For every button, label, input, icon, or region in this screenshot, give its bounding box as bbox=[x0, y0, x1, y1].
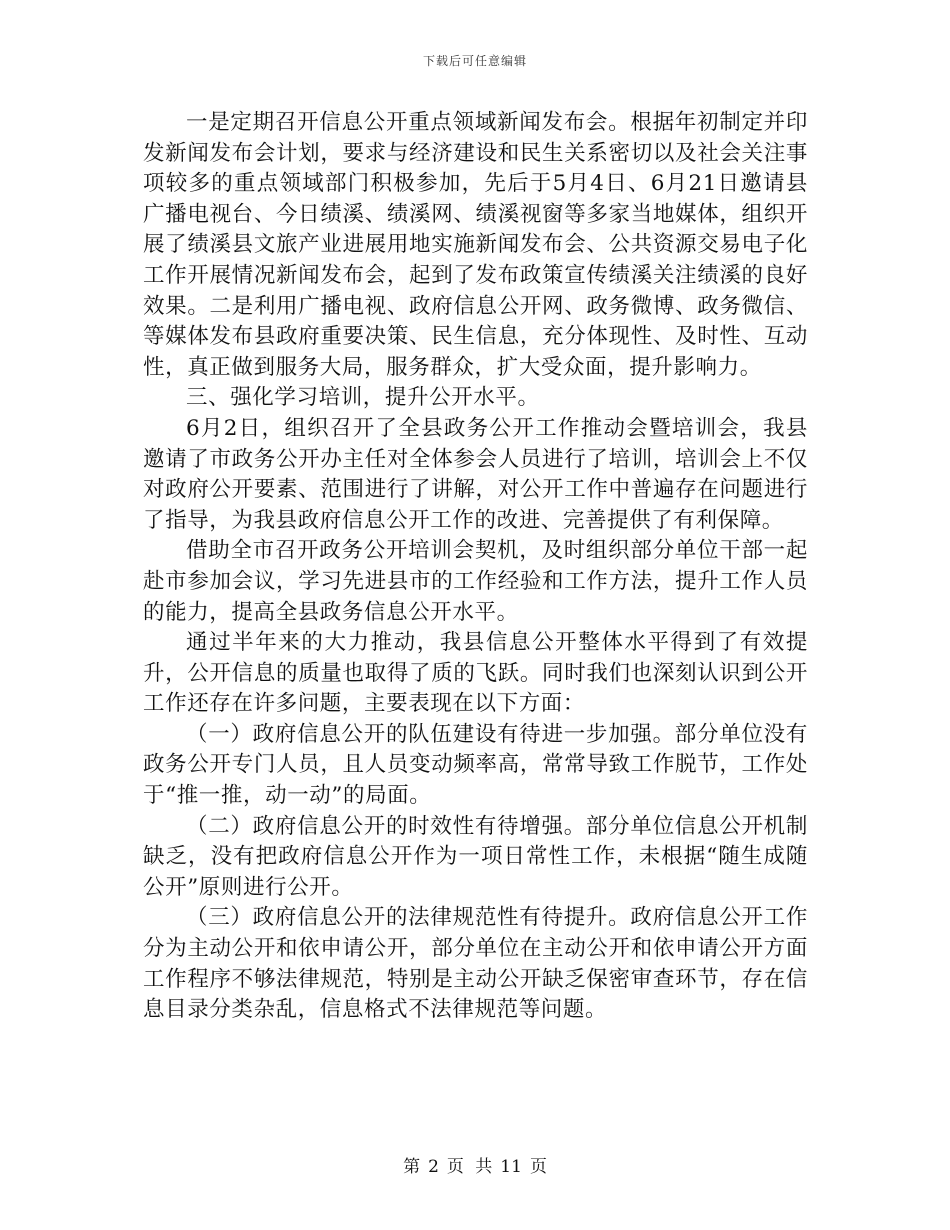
page-header: 下载后可任意编辑 bbox=[422, 54, 527, 68]
paragraph-issue-1: （一）政府信息公开的队伍建设有待进一步加强。部分单位没有政务公开专门人员，且人员变动频率高，常常导致工作脱节，工作处于“推一推，动一动”的局面。 bbox=[143, 721, 808, 809]
footer-prefix: 第 bbox=[403, 1157, 421, 1177]
footer-page-number: 2 bbox=[428, 1157, 439, 1177]
document-body bbox=[143, 108, 808, 1026]
footer-middle: 页 共 bbox=[446, 1157, 493, 1177]
paragraph-issue-2: （二）政府信息公开的时效性有待增强。部分单位信息公开机制缺乏，没有把政府信息公开作为一项日常性工作，未根据“随生成随公开”原则进行公开。 bbox=[143, 813, 808, 900]
paragraph-1: 一是定期召开信息公开重点领域新闻发布会。根据年初制定并印发新闻发布会计划，要求与经济建设和民生关系密切以及社会关注事项较多的重点领域部门积极参加，先后于5月4日、6月21日邀请县广播电视台、今日绩溪、绩溪网、绩溪视窗等多家当地媒体，组织开展了绩溪县文旅产业进展用地实施新闻发布会、公共资源交易电子化工作开展情况新闻发布会，起到了发布政策宣传绩溪关注绩溪的良好效果。二是利用广播电视、政府信息公开网、政务微博、政务微信、等媒体发布县政府重要决策、民生信息，充分体现性、及时性、互动性，真正做到服务大局，服务群众，扩大受众面，提升影响力。 bbox=[143, 110, 808, 380]
paragraph-summary: 通过半年来的大力推动，我县信息公开整体水平得到了有效提升，公开信息的质量也取得了质的飞跃。同时我们也深刻认识到公开工作还存在许多问题，主要表现在以下方面： bbox=[143, 630, 808, 717]
paragraph-issue-3: （三）政府信息公开的法律规范性有待提升。政府信息公开工作分为主动公开和依申请公开，部分单位在主动公开和依申请公开方面工作程序不够法律规范，特别是主动公开缺乏保密审查环节，存在信息目录分类杂乱，信息格式不法律规范等问题。 bbox=[143, 905, 808, 1023]
section-heading-3: 三、强化学习培训，提升公开水平。 bbox=[186, 385, 540, 411]
page-footer bbox=[0, 1152, 950, 1177]
paragraph-city-training: 借助全市召开政务公开培训会契机，及时组织部分单位干部一起赴市参加会议，学习先进县市的工作经验和工作方法，提升工作人员的能力，提高全县政务信息公开水平。 bbox=[143, 538, 808, 625]
footer-total-pages: 11 bbox=[500, 1157, 522, 1177]
footer-suffix: 页 bbox=[529, 1157, 547, 1177]
paragraph-training: 6月2日，组织召开了全县政务公开工作推动会暨培训会，我县邀请了市政务公开办主任对全体参会人员进行了培训，培训会上不仅对政府公开要素、范围进行了讲解，对公开工作中普遍存在问题进行了指导，为我县政府信息公开工作的改进、完善提供了有利保障。 bbox=[143, 415, 808, 533]
